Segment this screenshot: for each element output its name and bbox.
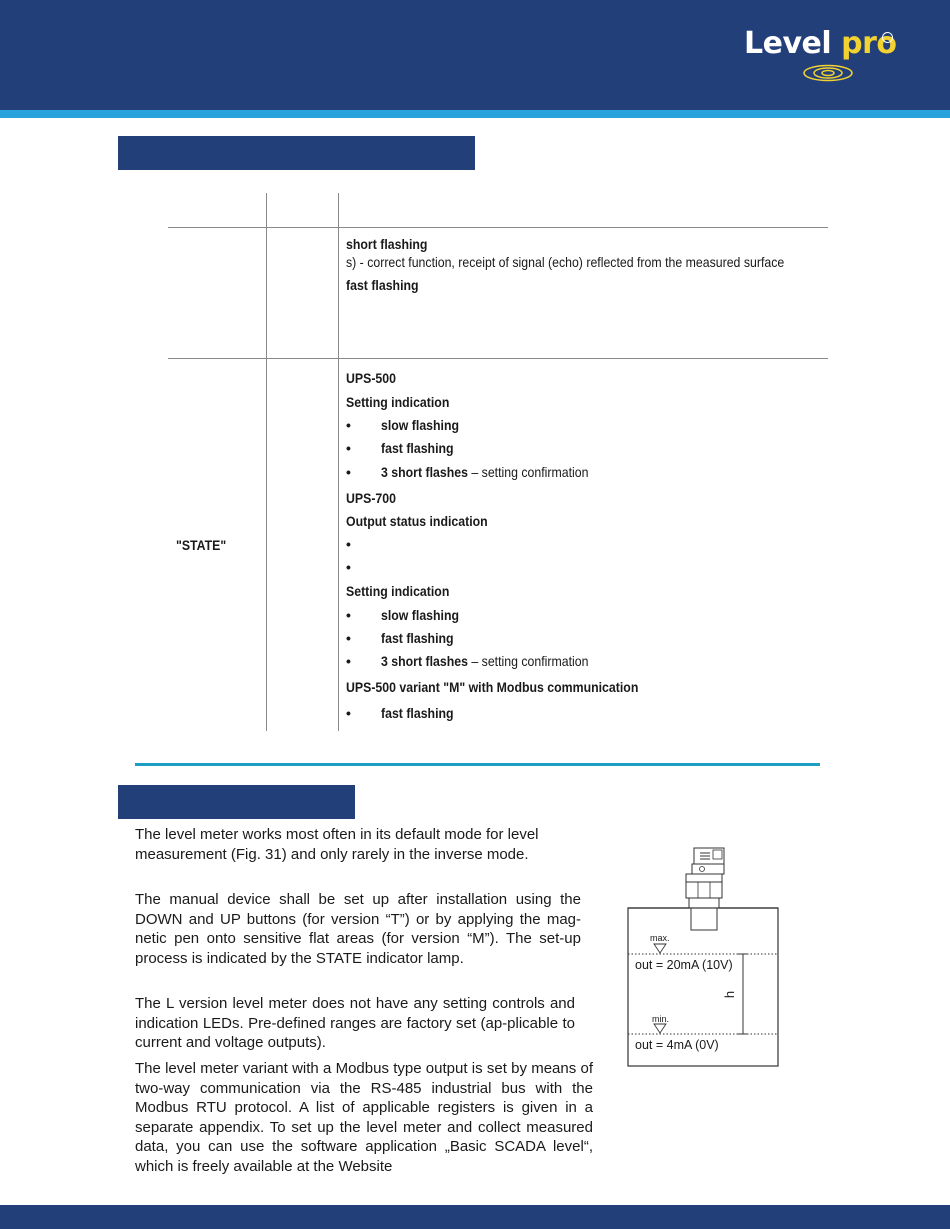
table-row-divider: [168, 358, 828, 359]
level-meter-diagram: [626, 845, 782, 1070]
body-paragraph: The level meter variant with a Modbus type output is set by means of two-way communication via the RS-485 industrial bus with the Modbus RTU protocol. A list of applicable registers is given in a separate appendix. To set up the level meter and collect measured data, you can use the software application „Basic SCADA level“, which is freely available at the Website: [135, 1060, 593, 1175]
page-footer: [0, 1205, 950, 1229]
bullet: •: [346, 653, 351, 669]
fast-flashing-item: fast flashing: [381, 440, 454, 456]
max-level-label: max.: [650, 933, 670, 943]
logo-degree-ring: [882, 32, 893, 43]
bullet: •: [346, 440, 351, 456]
height-dimension-label: h: [722, 990, 738, 999]
min-level-label: min.: [652, 1014, 670, 1024]
max-output-label: out = 20mA (10V): [635, 958, 733, 972]
ups500m-heading: UPS-500 variant "M" with Modbus communication: [346, 679, 639, 695]
section-heading-bar: [118, 785, 355, 819]
min-output-label: out = 4mA (0V): [635, 1038, 719, 1052]
short-flashing-description: s) - correct function, receipt of signal (echo) reflected from the measured surface: [346, 254, 785, 270]
ups500-heading: UPS-500: [346, 370, 396, 386]
bullet: •: [346, 536, 351, 552]
three-short-flashes-item: 3 short flashes – setting confirmation: [381, 653, 589, 669]
slow-flashing-item: slow flashing: [381, 607, 460, 623]
logo-wave-icon: [800, 64, 856, 82]
bullet: •: [346, 705, 351, 721]
fast-flashing-item: fast flashing: [381, 705, 454, 721]
levelpro-logo: [744, 26, 904, 88]
logo-wordmark: Level pro: [744, 26, 897, 61]
bullet: •: [346, 559, 351, 575]
bullet: •: [346, 630, 351, 646]
three-short-flashes-item: 3 short flashes – setting confirmation: [381, 464, 589, 480]
setting-indication-heading: Setting indication: [346, 583, 450, 599]
setting-indication-heading: Setting indication: [346, 394, 450, 410]
section-heading-bar: [118, 136, 475, 170]
table-column-divider: [338, 193, 339, 731]
fast-flashing-label: fast flashing: [346, 277, 419, 293]
table-row-divider: [168, 227, 828, 228]
header-stripe: [0, 110, 950, 118]
state-indicator-label: "STATE": [176, 537, 227, 553]
body-paragraph: The manual device shall be set up after installation using the DOWN and UP buttons (for version “T”) or by applying the mag-netic pen onto sensitive flat areas (for version “M”). The set-up process is indicated by the STATE indicator lamp.: [135, 891, 581, 967]
bullet: •: [346, 464, 351, 480]
slow-flashing-item: slow flashing: [381, 417, 460, 433]
output-status-heading: Output status indication: [346, 513, 488, 529]
ups700-heading: UPS-700: [346, 490, 396, 506]
body-paragraph: The level meter works most often in its default mode for level measurement (Fig. 31) and only rarely in the inverse mode.: [135, 826, 539, 863]
bullet: •: [346, 607, 351, 623]
bullet: •: [346, 417, 351, 433]
fast-flashing-item: fast flashing: [381, 630, 454, 646]
body-paragraph: The L version level meter does not have any setting controls and indication LEDs. Pre-defined ranges are factory set (ap-plicable to current and voltage outputs).: [135, 995, 575, 1052]
table-column-divider: [266, 193, 267, 731]
section-divider-line: [135, 763, 820, 766]
short-flashing-label: short flashing: [346, 236, 428, 252]
